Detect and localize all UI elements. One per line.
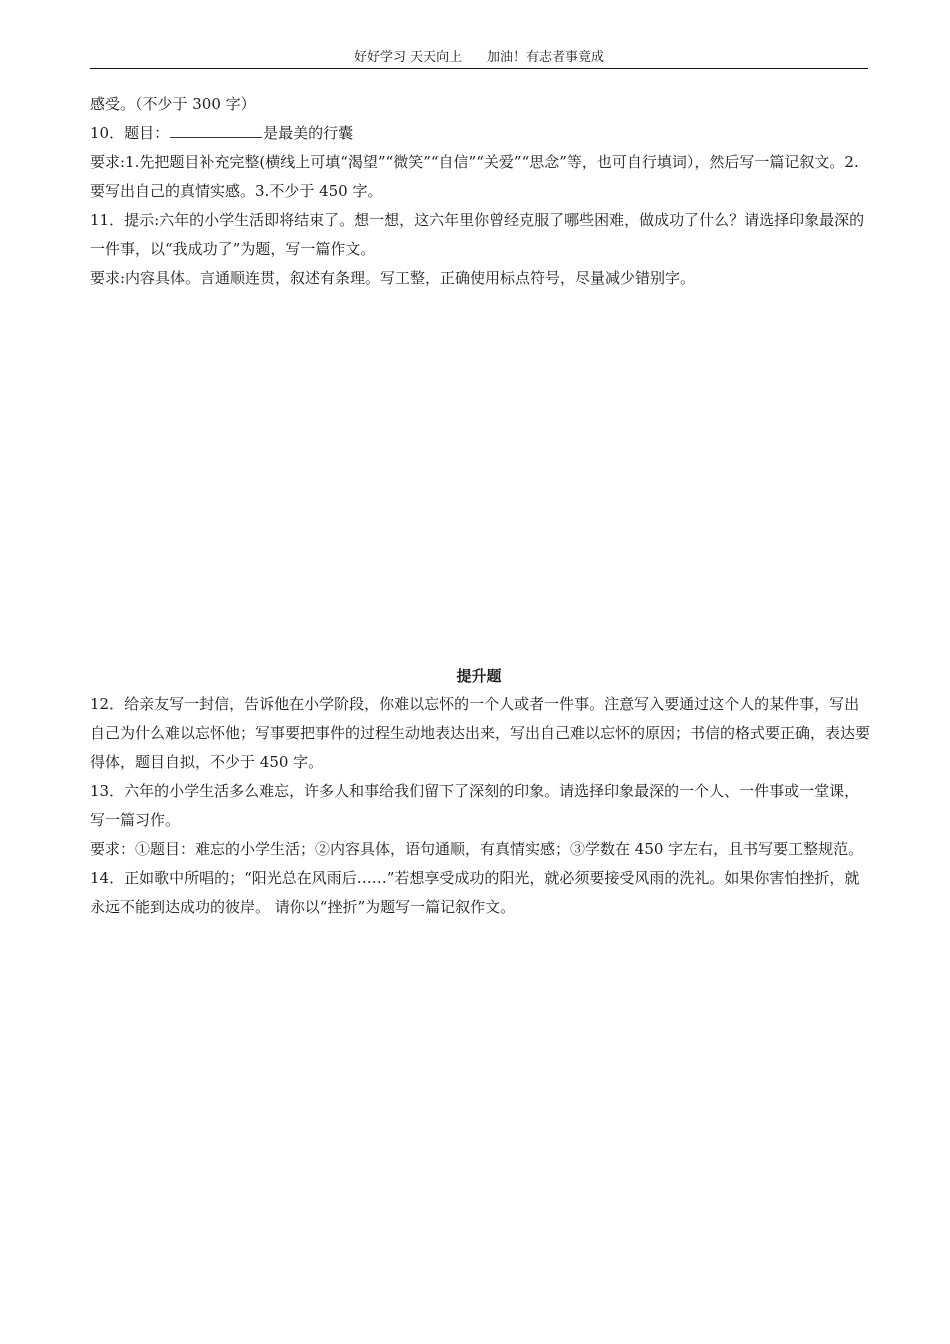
section-title: 提升题 xyxy=(456,667,502,685)
header-motto-left: 好好学习 天天向上 xyxy=(354,50,463,65)
question-10-title xyxy=(90,119,870,148)
question-14: 14．正如歌中所唱的；“阳光总在风雨后……”若想享受成功的阳光，就必须要接受风雨的洗礼。如果你害怕挫折，就永远不能到达成功的彼岸。 请你以“挫折”为题写一篇记叙作文。 xyxy=(90,869,860,916)
question-12: 12．给亲友写一封信，告诉他在小学阶段，你难以忘怀的一个人或者一件事。注意写入要通过这个人的某件事，写出自己为什么难以忘怀他；写事要把事件的过程生动地表达出来，写出自己难以忘怀的原因；书信的格式要正确，表达要得体，题目自拟，不少于 450 字。 xyxy=(90,695,871,771)
question-11-prompt: 11．提示:六年的小学生活即将结束了。想一想，这六年里你曾经克服了哪些困难，做成功了什么？请选择印象最深的一件事，以“我成功了”为题，写一篇作文。 xyxy=(90,211,865,258)
page-header xyxy=(90,50,868,69)
header-motto-right: 加油！有志者事竟成 xyxy=(486,50,604,65)
question-13: 13．六年的小学生活多么难忘，许多人和事给我们留下了深刻的印象。请选择印象最深的一个人、一件事或一堂课，写一篇习作。 xyxy=(90,782,860,829)
fill-in-blank xyxy=(170,123,262,138)
question-13-requirements: 要求：①题目：难忘的小学生活；②内容具体，语句通顺，有真情实感；③学数在 450 字左右，且书写要工整规范。 xyxy=(90,840,864,858)
q10-prefix: 10．题目： xyxy=(90,124,170,142)
top-questions xyxy=(90,90,870,293)
question-11-requirements: 要求:内容具体。言通顺连贯，叙述有条理。写工整，正确使用标点符号，尽量减少错别字。 xyxy=(90,269,696,287)
continued-line: 感受。（不少于 300 字） xyxy=(90,95,256,113)
q10-suffix: 是最美的行囊 xyxy=(263,124,354,142)
advanced-questions xyxy=(90,690,870,922)
question-10-requirements: 要求:1.先把题目补充完整(横线上可填“渴望”“微笑”“自信”“关爱”“思念”等，也可自行填词），然后写一篇记叙文。2.要写出自己的真情实感。3.不少于 450 字。 xyxy=(90,153,859,200)
